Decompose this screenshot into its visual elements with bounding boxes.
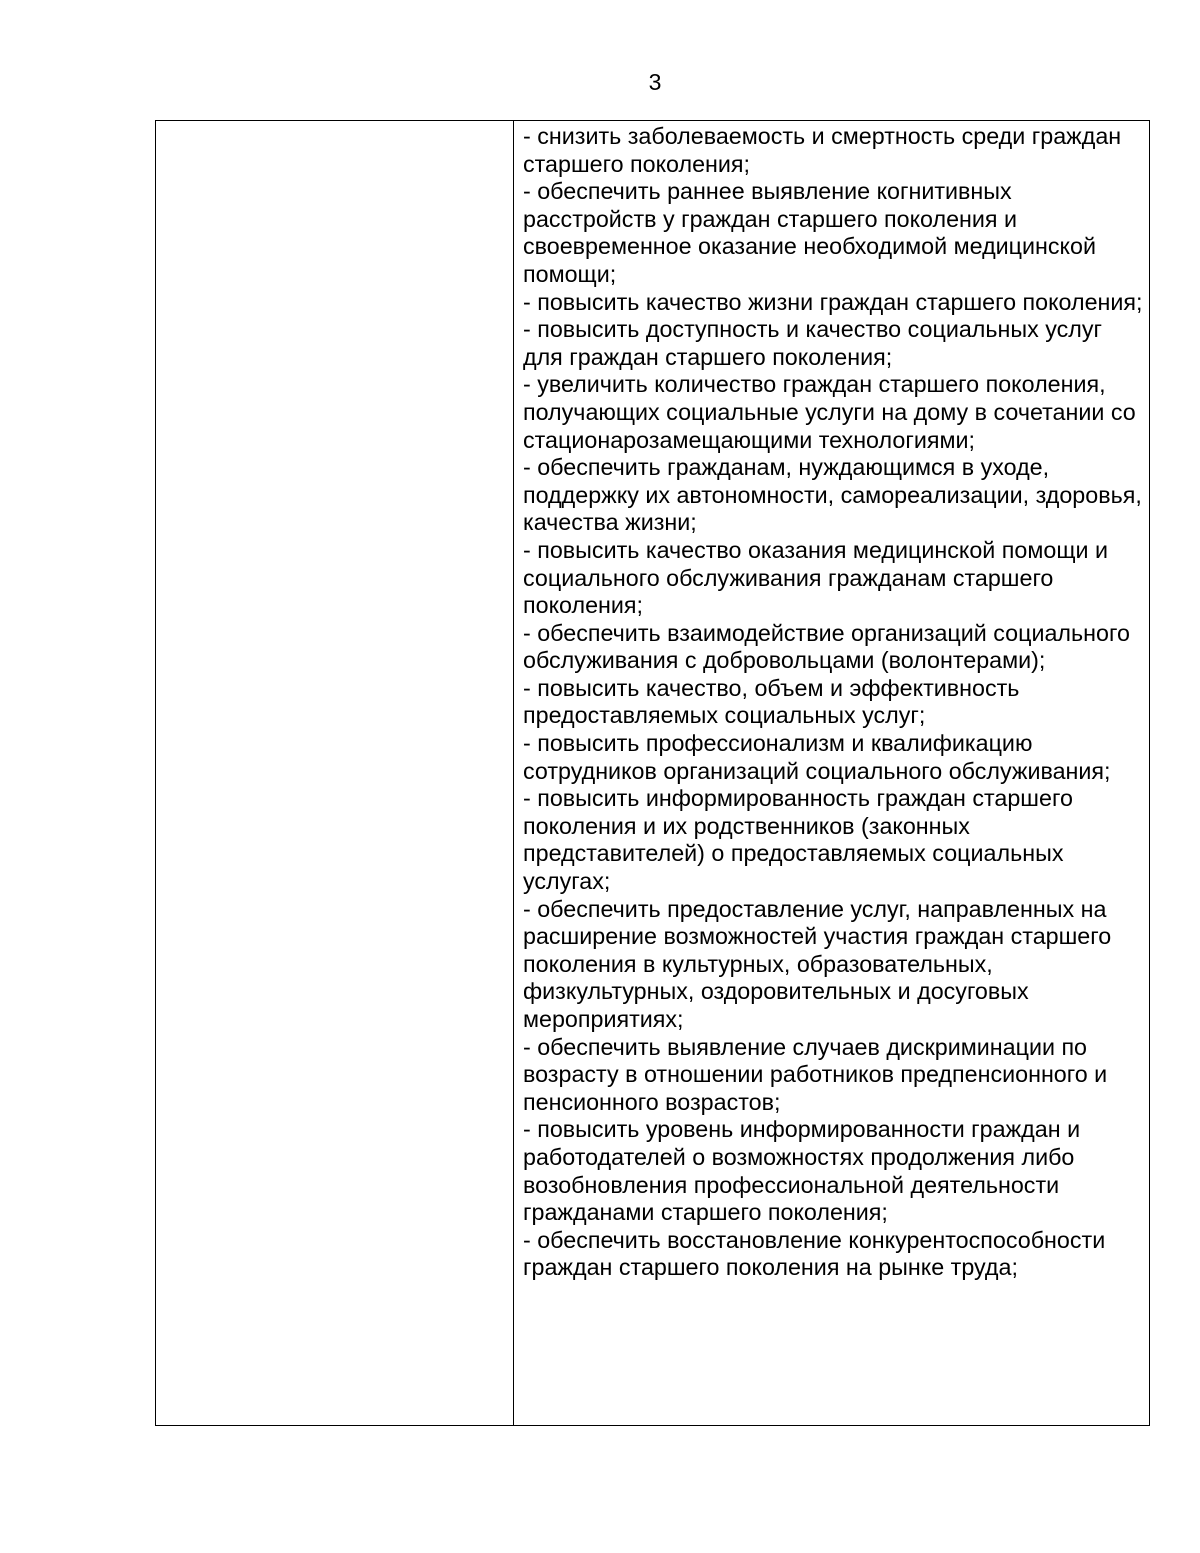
list-item: - увеличить количество граждан старшего поколения, получающих социальные услуги на дому в сочетании со стационарозамещающими технологиями; [523, 371, 1136, 453]
page-number: 3 [648, 69, 662, 95]
list-item: - повысить профессионализм и квалификацию сотрудников организаций социального обслуживания; [523, 730, 1111, 784]
table-left-cell [156, 121, 514, 1425]
document-table [155, 120, 1150, 1426]
list-item: - повысить качество, объем и эффективность предоставляемых социальных услуг; [523, 674, 1020, 729]
table-right-cell [514, 121, 1149, 1425]
list-item: - обеспечить раннее выявление когнитивных расстройств у граждан старшего поколения и своевременное оказание необходимой медицинской помощи; [523, 178, 1096, 287]
list-item: - обеспечить выявление случаев дискриминации по возрасту в отношении работников предпенсионного и пенсионного возрастов; [523, 1033, 1108, 1115]
list-item: - повысить доступность и качество социальных услуг для граждан старшего поколения; [523, 316, 1103, 370]
list-item: - обеспечить восстановление конкурентоспособности граждан старшего поколения на рынке труда; [523, 1226, 1106, 1281]
list-item: - повысить информированность граждан старшего поколения и их родственников (законных представителей) о предоставляемых социальных услугах; [523, 785, 1073, 895]
list-item: - обеспечить гражданам, нуждающимся в уходе, поддержку их автономности, самореализации, здоровья, качества жизни; [523, 454, 1142, 536]
list-item: - снизить заболеваемость и смертность среди граждан старшего поколения; [523, 123, 1122, 177]
list-item: - повысить уровень информированности граждан и работодателей о возможностях продолжения либо возобновления профессиональной деятельности гражданами старшего поколения; [523, 1116, 1081, 1226]
list-item: - обеспечить взаимодействие организаций социального обслуживания с добровольцами (волонтерами); [523, 619, 1130, 674]
list-item: - повысить качество оказания медицинской помощи и социального обслуживания гражданам старшего поколения; [523, 536, 1108, 619]
list-item: - повысить качество жизни граждан старшего поколения; [523, 288, 1143, 315]
list-item: - обеспечить предоставление услуг, направленных на расширение возможностей участия граждан старшего поколения в культурных, образовательных, физкультурных, оздоровительных и досуговых мероприятиях; [523, 895, 1112, 1032]
